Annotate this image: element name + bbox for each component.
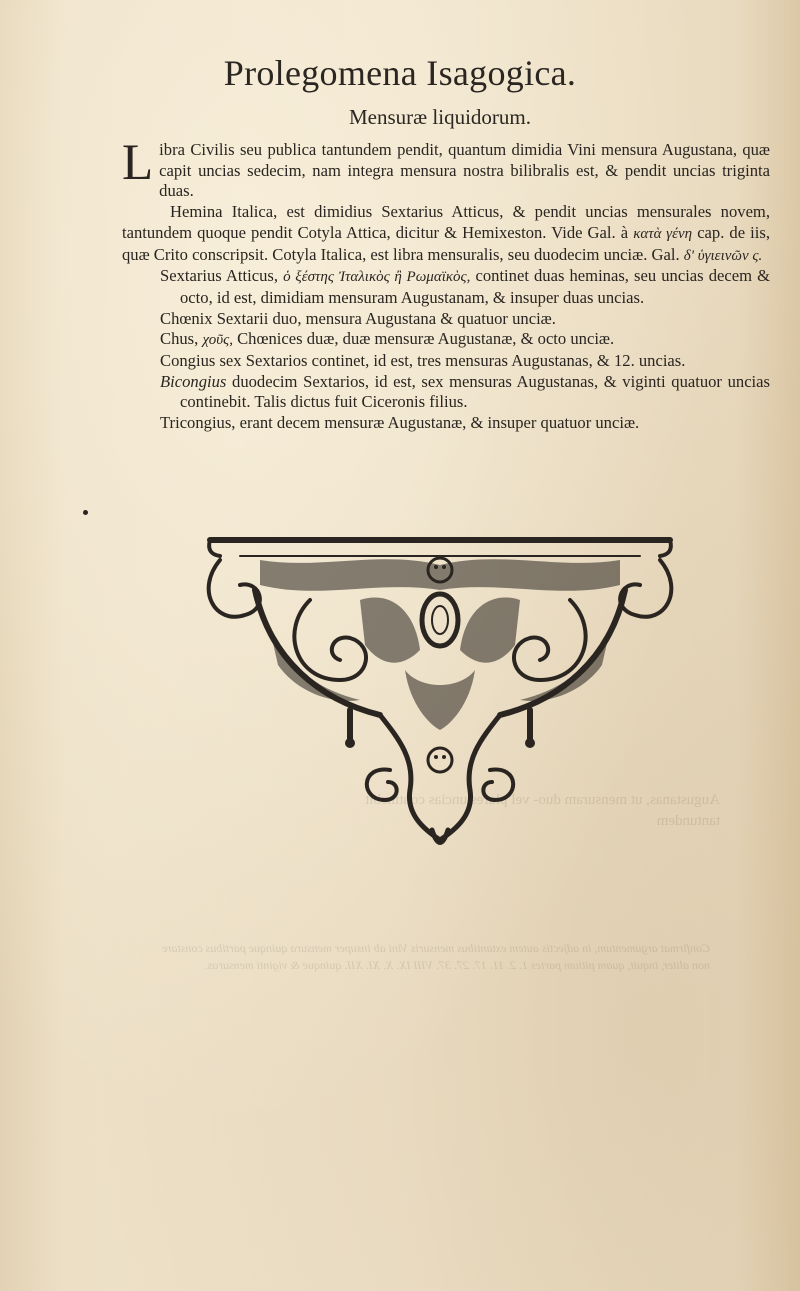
section-title: Mensuræ liquidorum. (349, 105, 531, 129)
entry-text: Chœnices duæ, duæ mensuræ Augustanæ, & octo unciæ. (237, 329, 615, 349)
running-head: Prolegomena Isagogica. (223, 53, 577, 93)
entry-bicongius (122, 372, 770, 413)
main-text (122, 135, 770, 434)
greek-phrase: κατὰ γένη (633, 225, 693, 242)
show-through-text: Confirmat argumentum, in adjectis autem extantibus mensuris Vini ab insuper mensura quinque partibus constare non aliter, inquit, quam pitium partes 1. 2. 11. 17. 27. 37. VIII IX. X. XI. XII. quinque & viginti mensuras. (161, 941, 710, 972)
paragraph-2 (122, 202, 770, 266)
paragraph-2-text: Hemina Italica, est dimidius Sextarius Atticus, & pendit uncias mensurales novem, tantundem quoque pendit Cotyla Attica, dicitur & Hemixeston. Vide Gal. à (122, 202, 770, 242)
paragraph-1-text: ibra Civilis seu publica tantundem pendit, quantum dimidia Vini mensura Augustana, quæ capit uncias sedecim, nam integra mensura nostra bilibralis est, & pendit uncias triginta duas. (159, 140, 770, 201)
entry-lead: Chus, (160, 329, 199, 349)
ink-dot (83, 510, 88, 515)
entry-lead: Sextarius Atticus, (160, 266, 279, 286)
entry-text: duodecim Sextarios, id est, sex mensuras Augustanas, & viginti quatuor uncias continebit. Talis dictus fuit Ciceronis filius. (180, 371, 770, 412)
greek-phrase: χοῦς, (202, 332, 233, 349)
entry-lead: Tricongius, erant decem mensuræ Augustanæ, & insuper quatuor unciæ. (160, 413, 640, 433)
tailpiece-ornament (200, 530, 680, 860)
drop-cap: L (122, 135, 154, 191)
entry-sextarius (122, 266, 770, 308)
entry-congius (122, 351, 770, 372)
entry-choenix (122, 309, 770, 330)
entry-tricongius (122, 413, 770, 434)
paragraph-1 (122, 135, 770, 202)
entry-lead: Chœnix Sextarii duo, mensura Augustana & quatuor unciæ. (160, 308, 556, 328)
greek-phrase: δ' ὑγιεινῶν ς. (683, 247, 763, 264)
entry-chus (122, 329, 770, 351)
entry-text: continet duas heminas, seu uncias decem & octo, id est, dimidiam mensuram Augustanam, & insuper duas uncias. (180, 266, 770, 307)
greek-phrase: ὁ ξέστης Ἰταλικὸς ἢ Ρωμαϊκὸς, (283, 269, 471, 286)
show-through-text: Augustanas, ut mensuram duo- vel plures uncias continebit tantundem (365, 792, 720, 829)
entry-lead: Congius sex Sextarios continet, id est, tres mensuras Augustanas, & 12. uncias. (160, 351, 686, 371)
paragraph-2b-text: cap. de iis, quæ Crito conscripsit. Cotyla Italica, est libra mensuralis, seu duodecim unciæ. Gal. (122, 222, 770, 264)
entry-lead-italic: Bicongius (160, 371, 227, 391)
